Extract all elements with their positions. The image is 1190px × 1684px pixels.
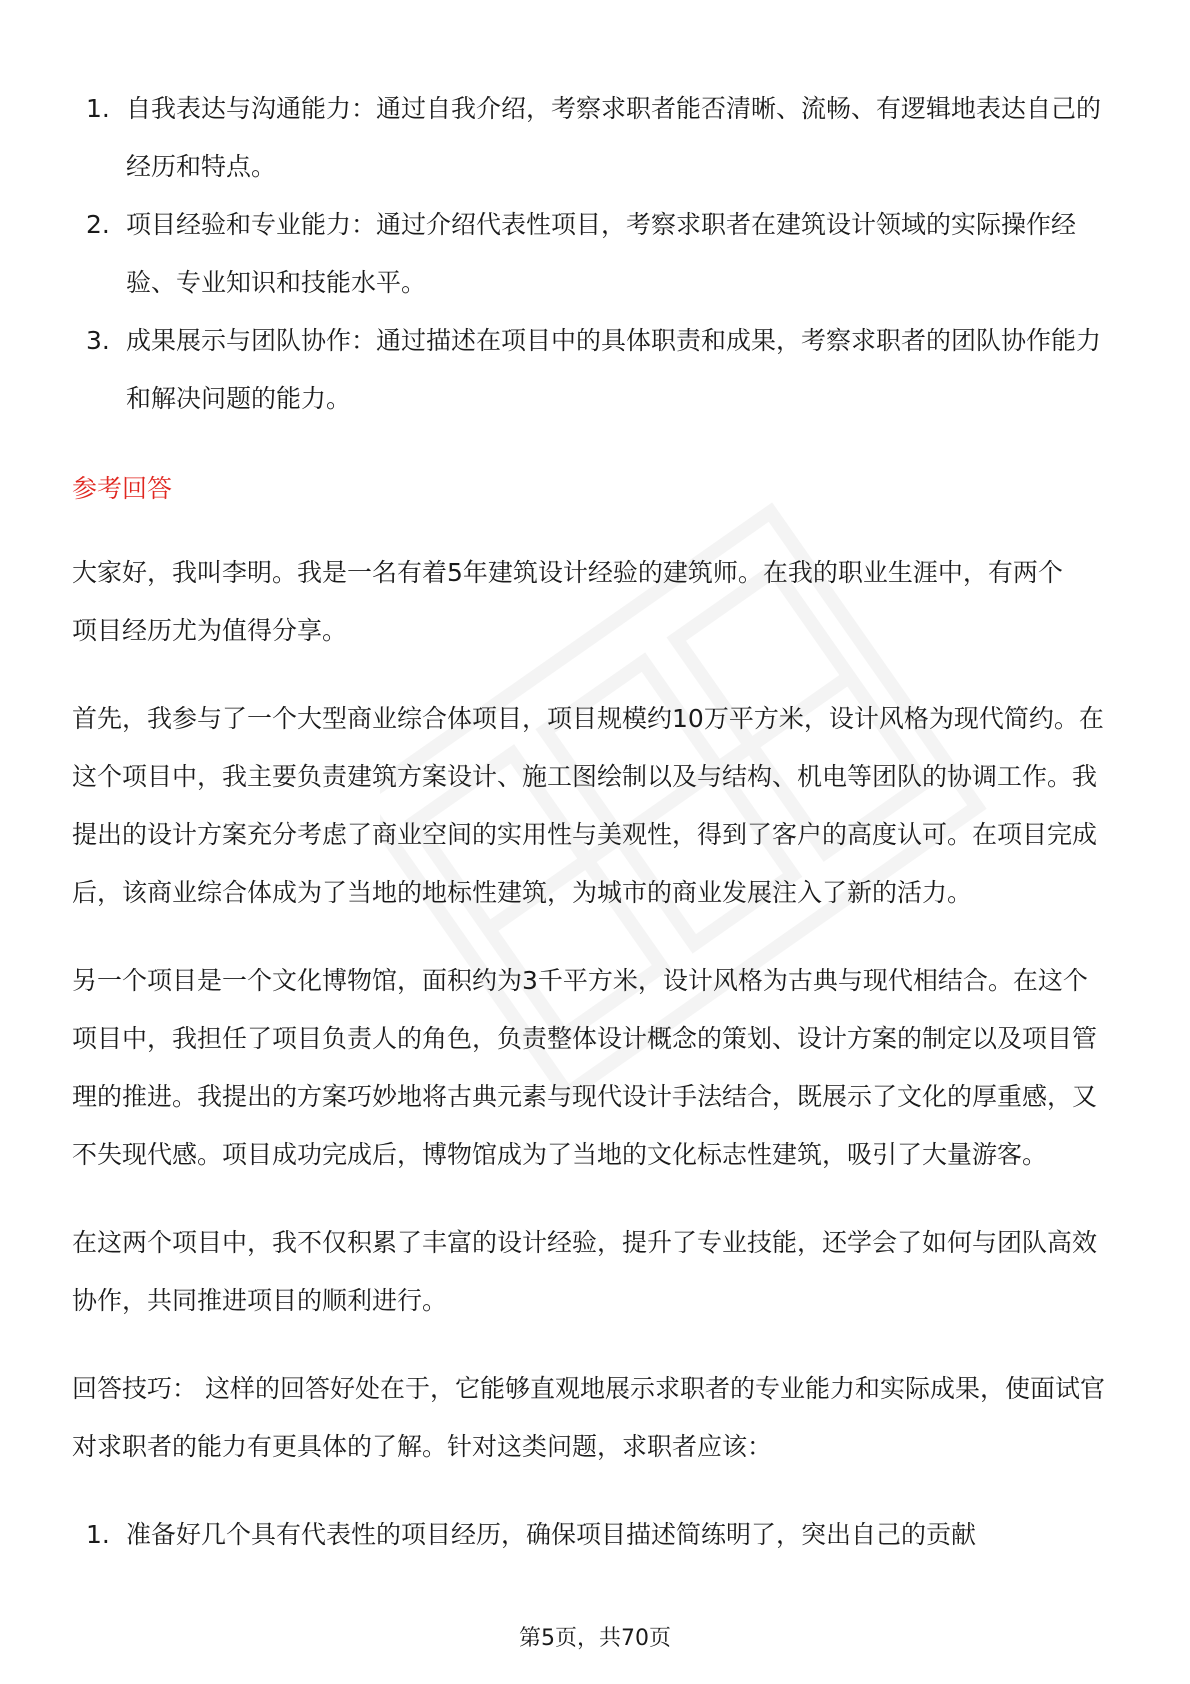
list-number: 1. <box>86 94 110 123</box>
reference-answer-heading: 参考回答 <box>72 474 173 503</box>
page-number-footer: 第5页，共70页 <box>519 1626 671 1651</box>
list-number: 3. <box>86 326 110 355</box>
list-item-text: 项目经验和专业能力：通过介绍代表性项目，考察求职者在建筑设计领域的实际操作经验、专业知识和技能水平。 <box>126 210 1077 297</box>
list-number: 1. <box>86 1520 110 1549</box>
list-number: 2. <box>86 210 110 239</box>
answer-paragraph: 首先，我参与了一个大型商业综合体项目，项目规模约10万平方米，设计风格为现代简约。在这个项目中，我主要负责建筑方案设计、施工图绘制以及与结构、机电等团队的协调工作。我提出的设计方案充分考虑了商业空间的实用性与美观性，得到了客户的高度认可。在项目完成后，该商业综合体成为了当地的地标性建筑，为城市的商业发展注入了新的活力。 <box>72 704 1104 907</box>
list-item-text: 成果展示与团队协作：通过描述在项目中的具体职责和成果，考察求职者的团队协作能力和解决问题的能力。 <box>126 326 1102 413</box>
list-item <box>72 196 1112 312</box>
answer-paragraph: 另一个项目是一个文化博物馆，面积约为3千平方米，设计风格为古典与现代相结合。在这个项目中，我担任了项目负责人的角色，负责整体设计概念的策划、设计方案的制定以及项目管理的推进。我提出的方案巧妙地将古典元素与现代设计手法结合，既展示了文化的厚重感，又不失现代感。项目成功完成后，博物馆成为了当地的文化标志性建筑，吸引了大量游客。 <box>72 966 1098 1169</box>
document-content <box>72 80 1112 1564</box>
answer-paragraph: 在这两个项目中，我不仅积累了丰富的设计经验，提升了专业技能，还学会了如何与团队高效协作，共同推进项目的顺利进行。 <box>72 1228 1098 1315</box>
list-item-text: 准备好几个具有代表性的项目经历，确保项目描述简练明了，突出自己的贡献 <box>126 1520 977 1549</box>
list-item <box>72 80 1112 196</box>
list-item <box>72 312 1112 428</box>
answer-paragraph: 大家好，我叫李明。我是一名有着5年建筑设计经验的建筑师。在我的职业生涯中，有两个项目经历尤为值得分享。 <box>72 558 1063 645</box>
tips-list <box>72 1506 1112 1564</box>
list-item-text: 自我表达与沟通能力：通过自我介绍，考察求职者能否清晰、流畅、有逻辑地表达自己的经历和特点。 <box>126 94 1102 181</box>
list-item <box>72 1506 1112 1564</box>
intro-list <box>72 80 1112 428</box>
answer-tips-paragraph: 回答技巧： 这样的回答好处在于，它能够直观地展示求职者的专业能力和实际成果，使面试官对求职者的能力有更具体的了解。针对这类问题，求职者应该： <box>72 1374 1105 1461</box>
